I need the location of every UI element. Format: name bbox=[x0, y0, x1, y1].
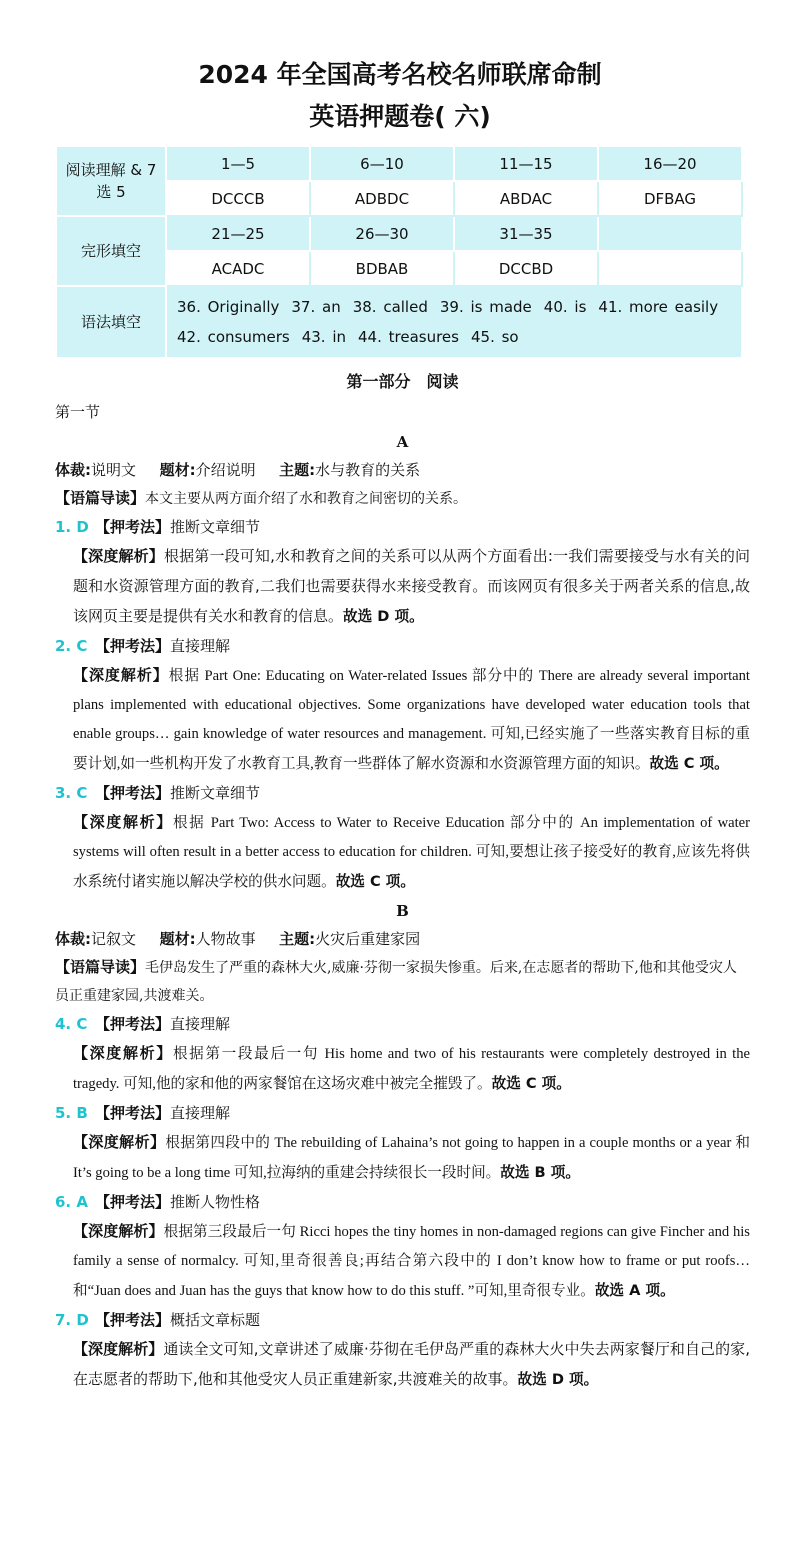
answer-cell: DCCCB bbox=[166, 181, 310, 216]
grammar-item: 44. treasures bbox=[358, 328, 459, 346]
analysis bbox=[55, 542, 750, 632]
cloze-label: 完形填空 bbox=[56, 216, 166, 286]
analysis-answer: 故选 B 项。 bbox=[500, 1164, 580, 1181]
method-value: 直接理解 bbox=[170, 1015, 231, 1033]
theme-value: 水与教育的关系 bbox=[315, 461, 421, 479]
analysis bbox=[55, 1217, 750, 1306]
range-cell: 26—30 bbox=[310, 216, 454, 251]
range-cell: 21—25 bbox=[166, 216, 310, 251]
topic-label: 题材: bbox=[159, 461, 196, 479]
method-label: 【押考法】 bbox=[95, 1015, 171, 1033]
analysis-label: 【深度解析】 bbox=[73, 1133, 166, 1151]
analysis-text: 根据第三段最后一句 Ricci hopes the tiny homes in non-damaged regions can give Fincher and his family a sense of normalcy. 可知,里奇很善良;再结合第六段中的 I don’t know how to frame or put roofs… 和“Juan does and Juan has the guys that know how to do this stuff. ”可知,里奇很专业。 bbox=[73, 1224, 750, 1299]
grammar-item: 39. is made bbox=[439, 298, 532, 316]
method-label: 【押考法】 bbox=[95, 1193, 171, 1211]
grammar-label: 语法填空 bbox=[56, 286, 166, 358]
analysis-text: 根据第四段中的 The rebuilding of Lahaina’s not going to happen in a couple months or a year 和 It’s going to be a long time 可知,拉海纳的重建会持续很长一段时间。 bbox=[73, 1135, 750, 1181]
guide-text: 本文主要从两方面介绍了水和教育之间密切的关系。 bbox=[145, 491, 468, 507]
answer-cell: ACADC bbox=[166, 251, 310, 286]
answer-table bbox=[55, 145, 743, 359]
question-head bbox=[55, 1099, 750, 1128]
guide-label: 【语篇导读】 bbox=[55, 958, 146, 976]
question-head bbox=[55, 779, 750, 808]
exam-title: 2024 年全国高考名校名师联席命制 bbox=[198, 60, 602, 89]
analysis bbox=[55, 1335, 750, 1395]
answer-cell: DCCBD bbox=[454, 251, 598, 286]
reading-label: 阅读理解 & 7 选 5 bbox=[56, 146, 166, 216]
passage-letter: B bbox=[396, 902, 409, 920]
theme-value: 火灾后重建家园 bbox=[315, 930, 421, 948]
analysis-answer: 故选 C 项。 bbox=[335, 873, 415, 890]
topic-value: 人物故事 bbox=[195, 930, 256, 948]
question-answer: 2. C bbox=[55, 637, 88, 655]
grammar-item: 37. an bbox=[291, 298, 341, 316]
analysis-answer: 故选 A 项。 bbox=[594, 1282, 675, 1299]
method-value: 直接理解 bbox=[170, 1104, 231, 1122]
analysis bbox=[55, 1039, 750, 1099]
analysis bbox=[55, 808, 750, 897]
question-answer: 6. A bbox=[55, 1193, 88, 1211]
range-cell: 16—20 bbox=[598, 146, 742, 181]
range-cell: 11—15 bbox=[454, 146, 598, 181]
grammar-item: 40. is bbox=[543, 298, 587, 316]
analysis-answer: 故选 D 项。 bbox=[517, 1371, 599, 1388]
analysis-label: 【深度解析】 bbox=[73, 547, 164, 565]
answer-cell: BDBAB bbox=[310, 251, 454, 286]
passage-meta bbox=[55, 456, 750, 484]
question-answer: 1. D bbox=[55, 518, 89, 536]
method-value: 直接理解 bbox=[170, 637, 231, 655]
question-head bbox=[55, 1306, 750, 1335]
analysis-text: 通读全文可知,文章讲述了威廉·芬彻在毛伊岛严重的森林大火中失去两家餐厅和自己的家,在志愿者的帮助下,他和其他受灾人员正重建新家,共渡难关的故事。 bbox=[73, 1340, 750, 1388]
passage-meta bbox=[55, 925, 750, 953]
guide-label: 【语篇导读】 bbox=[55, 489, 146, 507]
analysis-label: 【深度解析】 bbox=[73, 1340, 164, 1358]
genre-label: 体裁: bbox=[55, 930, 91, 948]
question-head bbox=[55, 1010, 750, 1039]
analysis-text: 根据第一段最后一句 His home and two of his restaurants were completely destroyed in the tragedy. 可知,他的家和他的两家餐馆在这场灾难中被完全摧毁了。 bbox=[73, 1046, 750, 1092]
section-title: 第一节 bbox=[55, 403, 101, 421]
genre-value: 说明文 bbox=[91, 461, 137, 479]
analysis-text: 根据 Part One: Educating on Water-related Issues 部分中的 There are already several important plans implemented with educational objectives. Some organizations have developed water education tools that enable groups… gain knowledge of water resources and management. 可知,已经实施了一些落实教育目标的重要计划,如一些机构开发了水教育工具,教育一些群体了解水资源和水资源管理方面的知识。 bbox=[73, 668, 750, 772]
topic-value: 介绍说明 bbox=[195, 461, 256, 479]
grammar-item: 43. in bbox=[301, 328, 347, 346]
grammar-item: 45. so bbox=[470, 328, 519, 346]
question-answer: 3. C bbox=[55, 784, 88, 802]
method-value: 推断文章细节 bbox=[170, 518, 261, 536]
method-value: 推断人物性格 bbox=[170, 1193, 261, 1211]
grammar-item: 41. more easily bbox=[598, 298, 719, 316]
range-cell: 31—35 bbox=[454, 216, 598, 251]
analysis-text: 根据 Part Two: Access to Water to Receive Education 部分中的 An implementation of water systems will often result in a better access to education for children. 可知,要想让孩子接受好的教育,应该先将供水系统付诸实施以解决学校的供水问题。 bbox=[73, 815, 750, 890]
method-label: 【押考法】 bbox=[95, 784, 171, 802]
grammar-item: 42. consumers bbox=[177, 328, 290, 346]
range-cell bbox=[598, 216, 742, 251]
explanations bbox=[55, 368, 750, 1395]
grammar-item: 36. Originally bbox=[177, 298, 280, 316]
range-cell: 1—5 bbox=[166, 146, 310, 181]
answer-cell: DFBAG bbox=[598, 181, 742, 216]
question-head bbox=[55, 513, 750, 542]
answer-cell bbox=[598, 251, 742, 286]
method-label: 【押考法】 bbox=[95, 1104, 171, 1122]
passage-guide bbox=[55, 953, 750, 1010]
grammar-answers bbox=[166, 286, 742, 358]
analysis-answer: 故选 C 项。 bbox=[491, 1075, 571, 1092]
theme-label: 主题: bbox=[279, 930, 316, 948]
guide-text: 毛伊岛发生了严重的森林大火,威廉·芬彻一家损失惨重。后来,在志愿者的帮助下,他和其他受灾人员正重建家园,共渡难关。 bbox=[55, 960, 737, 1004]
exam-subtitle: 英语押题卷( 六) bbox=[309, 102, 491, 131]
theme-label: 主题: bbox=[279, 461, 316, 479]
method-label: 【押考法】 bbox=[95, 1311, 171, 1329]
analysis bbox=[55, 1128, 750, 1188]
method-label: 【押考法】 bbox=[95, 518, 171, 536]
genre-label: 体裁: bbox=[55, 461, 91, 479]
topic-label: 题材: bbox=[159, 930, 196, 948]
analysis-label: 【深度解析】 bbox=[73, 813, 173, 831]
method-value: 概括文章标题 bbox=[170, 1311, 261, 1329]
analysis-answer: 故选 D 项。 bbox=[343, 608, 424, 625]
answer-cell: ADBDC bbox=[310, 181, 454, 216]
part-title: 第一部分 阅读 bbox=[346, 372, 459, 391]
analysis-label: 【深度解析】 bbox=[73, 1044, 173, 1062]
answer-cell: ABDAC bbox=[454, 181, 598, 216]
analysis bbox=[55, 661, 750, 779]
analysis-answer: 故选 C 项。 bbox=[649, 755, 729, 772]
grammar-item: 38. called bbox=[352, 298, 428, 316]
question-answer: 4. C bbox=[55, 1015, 88, 1033]
method-value: 推断文章细节 bbox=[170, 784, 261, 802]
analysis-label: 【深度解析】 bbox=[73, 1222, 164, 1240]
question-head bbox=[55, 1188, 750, 1217]
method-label: 【押考法】 bbox=[95, 637, 171, 655]
question-head bbox=[55, 632, 750, 661]
question-answer: 7. D bbox=[55, 1311, 89, 1329]
question-answer: 5. B bbox=[55, 1104, 88, 1122]
range-cell: 6—10 bbox=[310, 146, 454, 181]
analysis-text: 根据第一段可知,水和教育之间的关系可以从两个方面看出:一我们需要接受与水有关的问题和水资源管理方面的教育,二我们也需要获得水来接受教育。而该网页有很多关于两者关系的信息,故该网页主要是提供有关水和教育的信息。 bbox=[73, 547, 750, 625]
genre-value: 记叙文 bbox=[91, 930, 137, 948]
passage-guide bbox=[55, 484, 750, 513]
analysis-label: 【深度解析】 bbox=[73, 666, 169, 684]
passage-letter: A bbox=[396, 433, 409, 451]
